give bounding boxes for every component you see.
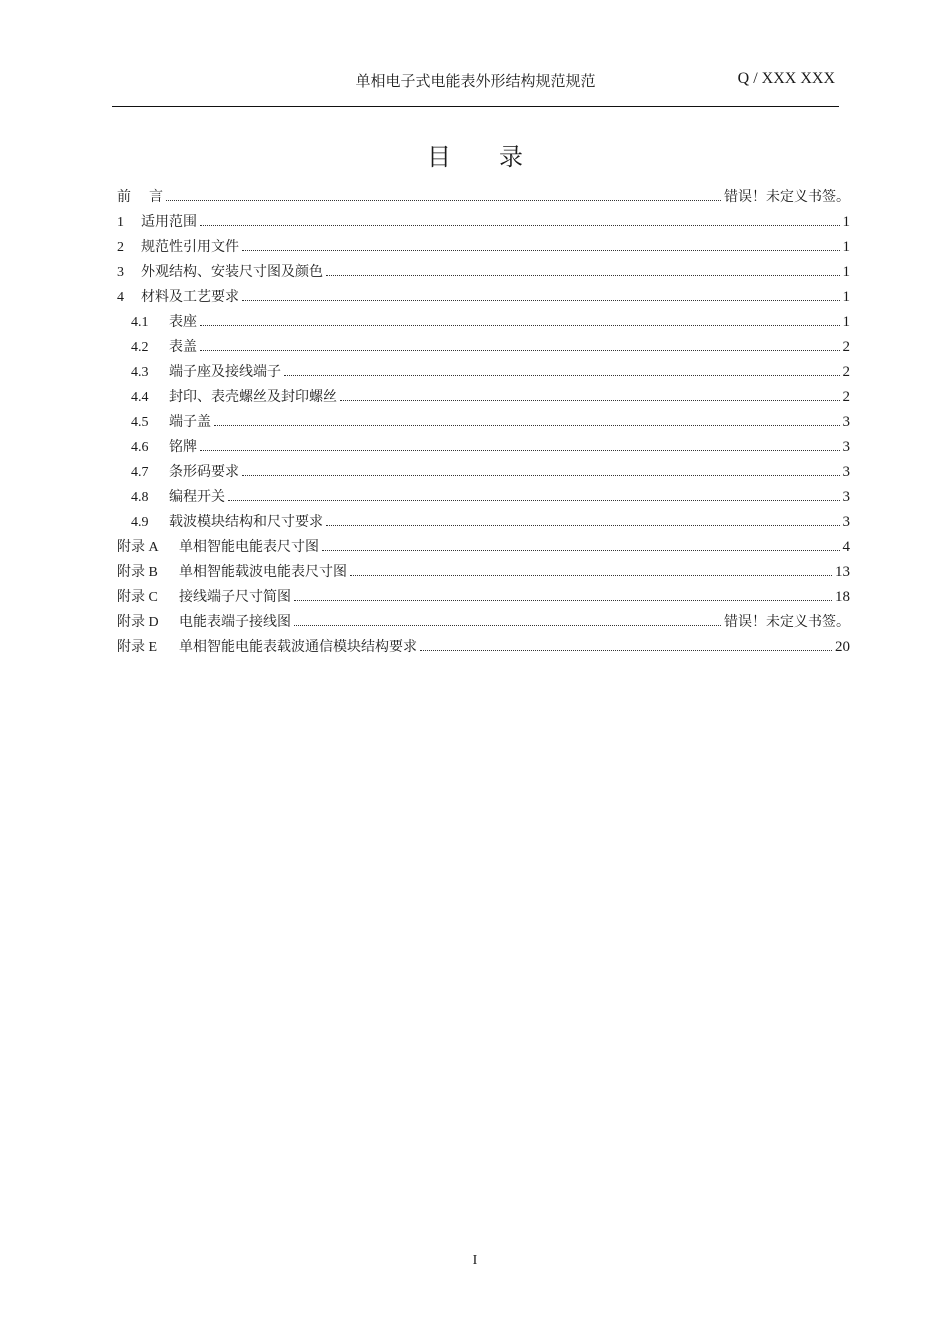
toc-entry-number: 2 [117,240,124,255]
dot-leader [200,449,840,451]
toc-entry-label: 表盖 [169,339,197,355]
toc-entry-number: 附录 A [117,540,159,555]
toc-entry-page: 1 [842,239,850,255]
toc-entry[interactable] [117,311,850,336]
toc-entry-number: 附录 D [117,615,159,630]
toc-entry-label: 单相智能电能表尺寸图 [179,539,319,555]
toc-entry-label: 载波模块结构和尺寸要求 [169,514,323,530]
page-header [112,68,839,92]
dot-leader [214,424,840,426]
toc-entry-page: 2 [842,364,850,380]
toc-entry-number: 4.2 [131,340,149,355]
toc-entry-page: 错误！未定义书签。 [724,614,850,630]
dot-leader [326,274,840,276]
toc-entry-number: 4.3 [131,365,149,380]
toc-entry-page: 4 [842,539,850,555]
toc-entry-page: 3 [842,414,850,430]
toc-entry-number: 4.8 [131,490,149,505]
dot-leader [200,324,840,326]
dot-leader [420,649,832,651]
dot-leader [242,249,840,251]
toc-entry-page: 2 [842,339,850,355]
toc-entry[interactable] [117,611,850,636]
toc-entry[interactable] [117,636,850,661]
toc-entry-number: 附录 E [117,640,158,655]
toc-entry-label: 端子座及接线端子 [169,364,281,380]
dot-leader [200,224,840,226]
toc-entry-label: 端子盖 [169,414,211,430]
toc-entry-number: 4.6 [131,440,149,455]
dot-leader [200,349,840,351]
toc-entry[interactable] [117,361,850,386]
toc-entry-label: 材料及工艺要求 [141,289,239,305]
dot-leader [284,374,840,376]
toc-entry-label: 封印、表壳螺丝及封印螺丝 [169,389,337,405]
toc-entry-label: 外观结构、安装尺寸图及颜色 [141,264,323,280]
toc-entry-label: 表座 [169,314,197,330]
toc-entry-page: 3 [842,514,850,530]
toc-entry-number: 1 [117,215,124,230]
toc-entry[interactable] [117,561,850,586]
toc-entry-number: 4.5 [131,415,149,430]
toc-entry-page: 3 [842,464,850,480]
toc-entry[interactable] [117,486,850,511]
dot-leader [294,624,721,626]
toc-entry-number: 4.9 [131,515,149,530]
toc-entry[interactable] [117,536,850,561]
dot-leader [166,199,721,201]
toc-entry-label: 条形码要求 [169,464,239,480]
toc-entry-number: 3 [117,265,124,280]
toc-entry-page: 2 [842,389,850,405]
toc-entry-label: 铭牌 [169,439,197,455]
toc-entry-page: 1 [842,289,850,305]
toc-entry-number: 附录 B [117,565,158,580]
toc-entry-page: 13 [835,564,850,580]
toc-entry-label: 单相智能电能表载波通信模块结构要求 [179,639,417,655]
toc-entry-label: 规范性引用文件 [141,239,239,255]
dot-leader [242,299,840,301]
toc-entry-number: 4 [117,290,124,305]
toc-entry[interactable] [117,236,850,261]
dot-leader [326,524,840,526]
document-title: 单相电子式电能表外形结构规范规范 [355,72,596,90]
toc-entry-label: 言 [149,189,163,205]
document-code: Q / XXX XXX [737,70,835,87]
toc-entry-page: 1 [842,314,850,330]
dot-leader [340,399,840,401]
toc-entry[interactable] [117,336,850,361]
dot-leader [350,574,832,576]
toc-entry-page: 3 [842,489,850,505]
dot-leader [228,499,840,501]
toc-entry[interactable] [117,211,850,236]
toc-entry[interactable] [117,586,850,611]
dot-leader [322,549,840,551]
toc-entry[interactable] [117,436,850,461]
toc-entry[interactable] [117,411,850,436]
toc-entry[interactable] [117,186,850,211]
toc-entry[interactable] [117,461,850,486]
toc-entry-number: 4.4 [131,390,149,405]
toc-entry-page: 20 [835,639,850,655]
toc-entry-label: 电能表端子接线图 [179,614,291,630]
toc-entry[interactable] [117,386,850,411]
dot-leader [294,599,832,601]
toc-entry-number: 附录 C [117,590,158,605]
toc-entry[interactable] [117,511,850,536]
toc-entry-label: 单相智能载波电能表尺寸图 [179,564,347,580]
toc-entry-number: 前 [117,190,131,205]
toc-entry-number: 4.1 [131,315,149,330]
toc-entry-label: 适用范围 [141,214,197,230]
toc-entry-number: 4.7 [131,465,149,480]
toc-entry-page: 3 [842,439,850,455]
toc-entry-page: 错误！未定义书签。 [724,189,850,205]
toc-entry-label: 编程开关 [169,489,225,505]
toc-entry-page: 1 [842,214,850,230]
toc-entry[interactable] [117,286,850,311]
table-of-contents [117,186,850,661]
toc-entry-page: 1 [842,264,850,280]
toc-entry[interactable] [117,261,850,286]
page-number: I [472,1253,478,1268]
toc-heading: 目录 [427,143,571,171]
toc-entry-page: 18 [835,589,850,605]
header-rule [112,106,839,107]
toc-entry-label: 接线端子尺寸简图 [179,589,291,605]
dot-leader [242,474,840,476]
